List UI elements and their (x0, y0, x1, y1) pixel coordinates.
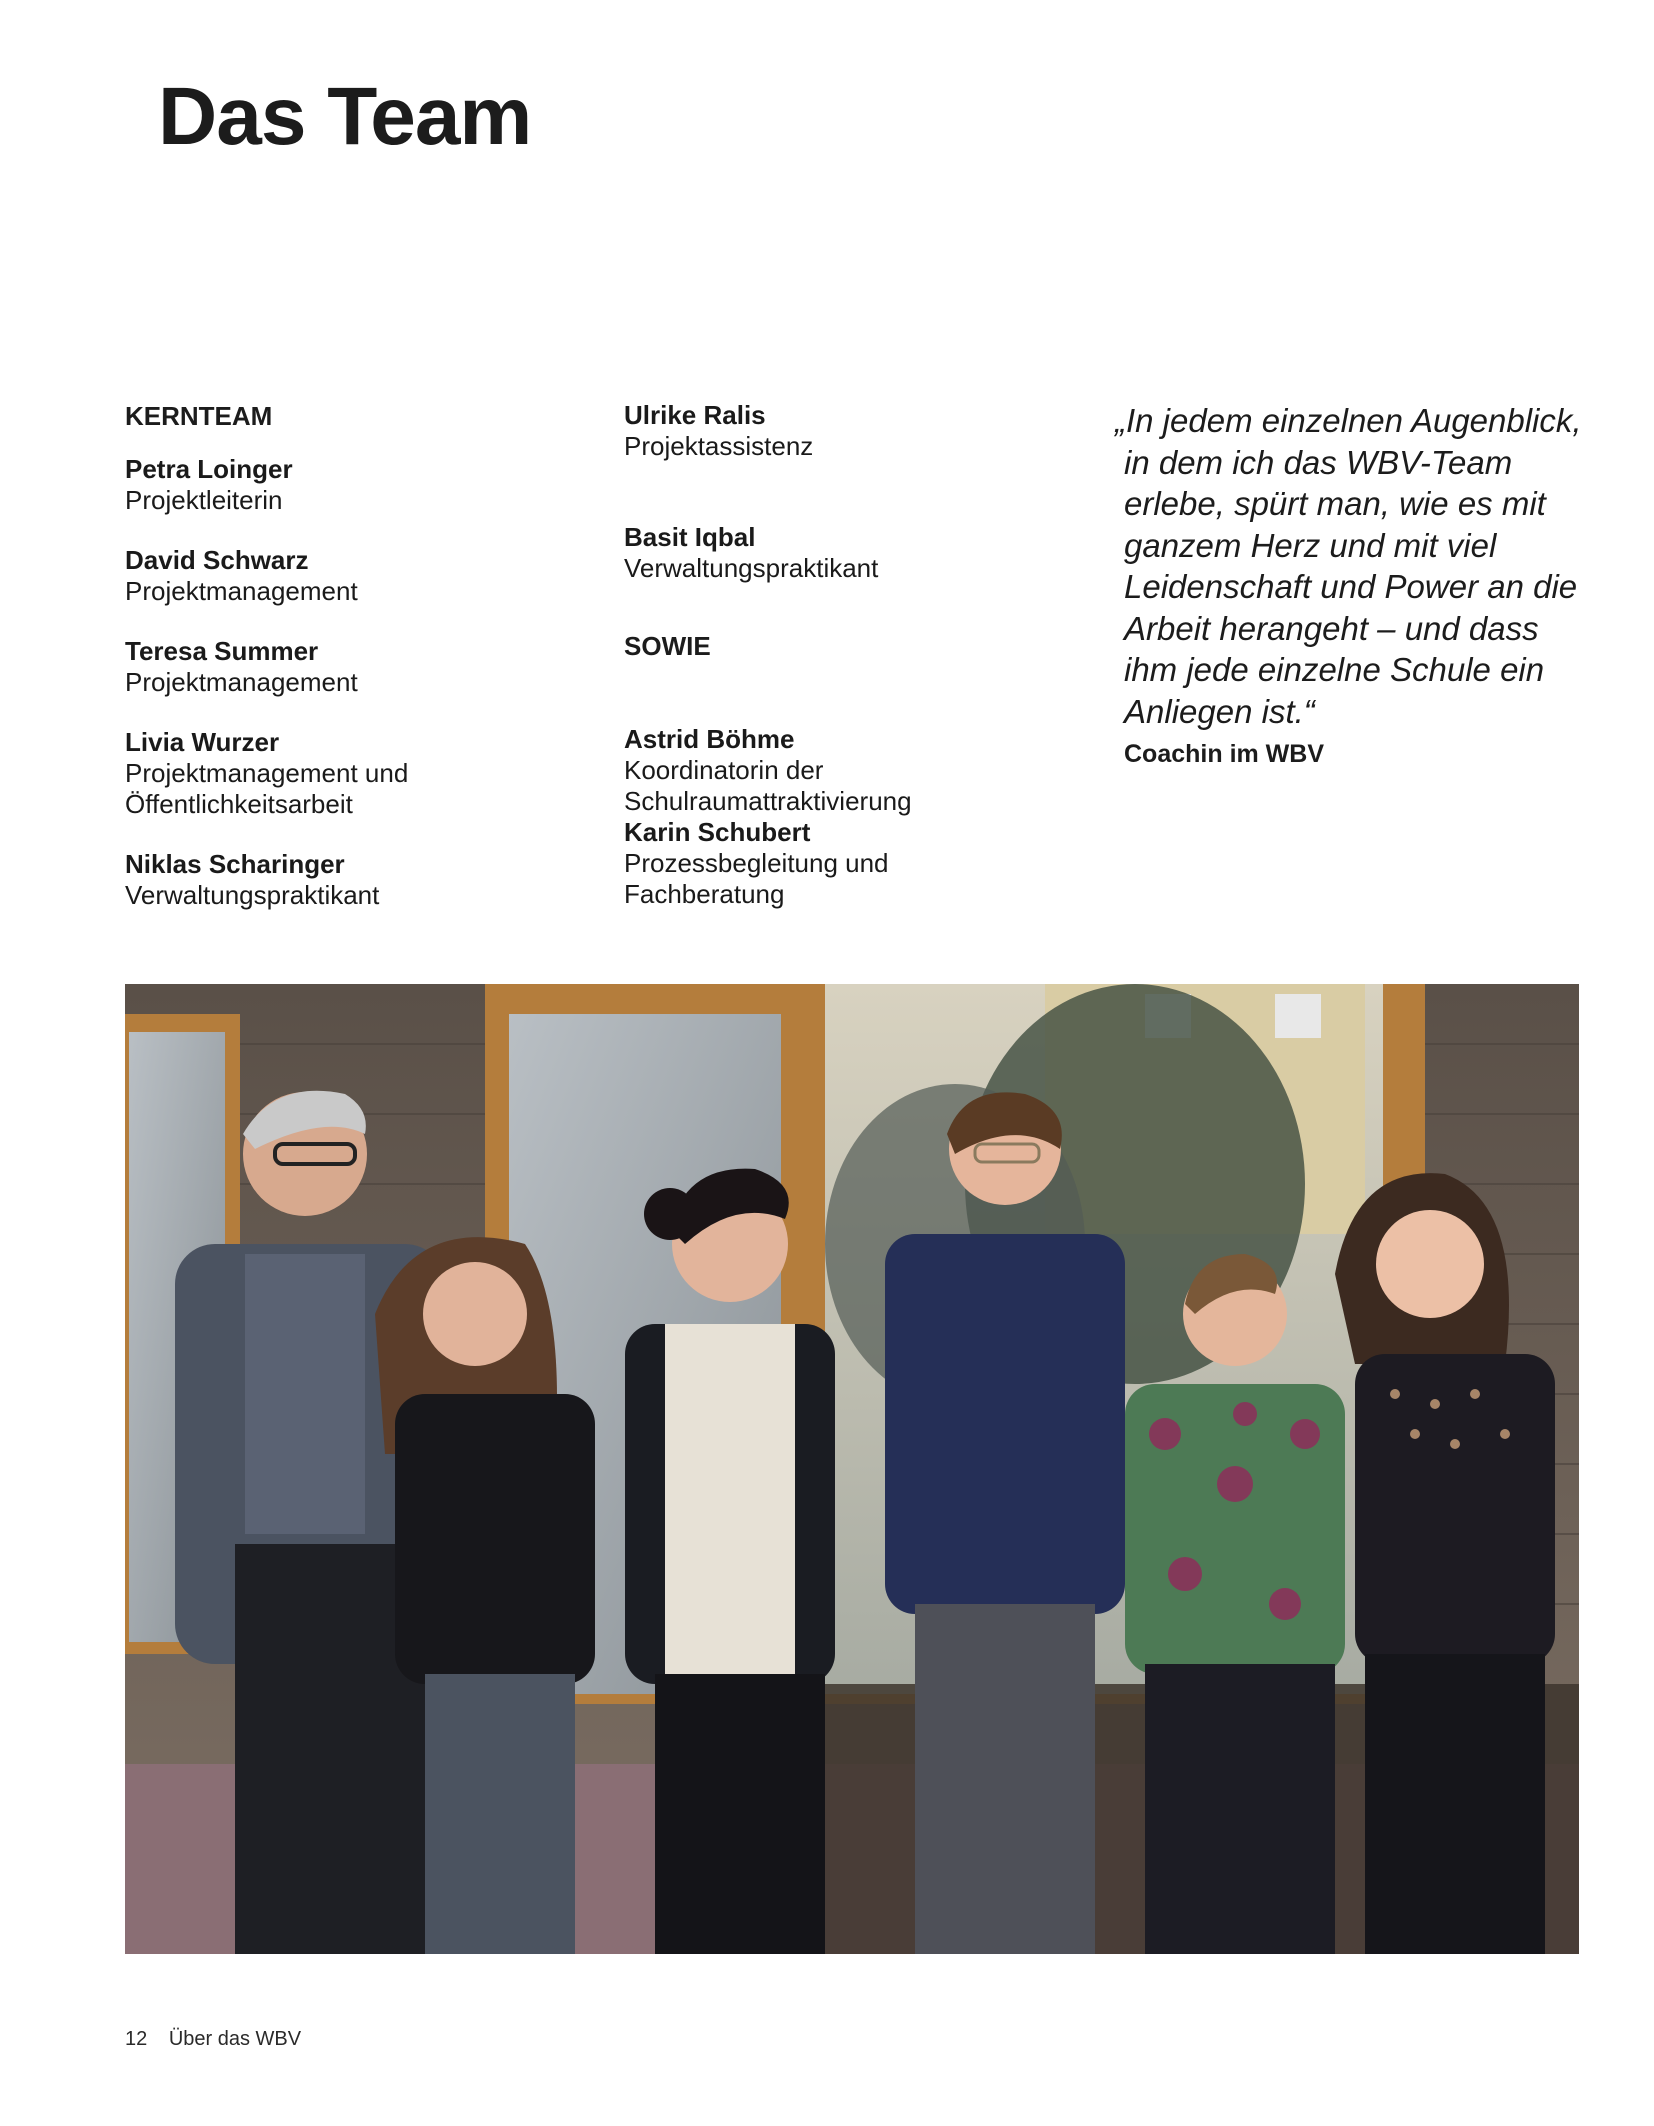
team-column-2 (624, 400, 1064, 910)
sowie-heading: SOWIE (624, 631, 711, 661)
kernteam-column (125, 400, 585, 911)
member-name: Petra Loinger (125, 454, 293, 484)
quote-line: erlebe, spürt man, wie es mit (1124, 485, 1546, 522)
team-member (624, 522, 1064, 584)
member-role: Projektmanagement (125, 576, 358, 606)
team-member (125, 636, 585, 698)
team-photo-illustration (125, 984, 1579, 1954)
page-footer (125, 2028, 301, 2051)
team-member (624, 817, 1064, 910)
team-member (125, 454, 585, 516)
quote-attribution: Coachin im WBV (1124, 740, 1325, 768)
member-role: Fachberatung (624, 879, 785, 909)
quote-line: Anliegen ist.“ (1124, 692, 1315, 730)
team-member (125, 545, 585, 607)
team-member (125, 849, 585, 911)
member-name: Teresa Summer (125, 636, 319, 666)
team-member (125, 727, 585, 820)
quote-line: Arbeit herangeht – und dass (1124, 609, 1539, 647)
member-role: Verwaltungspraktikant (624, 553, 879, 583)
member-name: Ulrike Ralis (624, 400, 766, 430)
member-name: Astrid Böhme (624, 724, 795, 754)
member-name: Karin Schubert (624, 817, 811, 847)
quote-line: Leidenschaft und Power an die (1124, 568, 1578, 605)
member-name: Basit Iqbal (624, 522, 756, 552)
member-name: David Schwarz (125, 545, 309, 575)
quote-line: ganzem Herz und mit viel (1124, 526, 1497, 564)
team-member (624, 724, 1064, 817)
member-role: Schulraumattraktivierung (624, 786, 912, 816)
member-role: Koordinatorin der (624, 755, 824, 785)
quote-line: ihm jede einzelne Schule ein (1124, 651, 1545, 688)
quote-text (1115, 400, 1595, 732)
member-role: Verwaltungspraktikant (125, 880, 380, 910)
kernteam-heading: KERNTEAM (125, 401, 273, 431)
page-number: 12 (125, 2028, 148, 2050)
member-role: Projektmanagement (125, 667, 358, 697)
quote-line: „In jedem einzelnen Augenblick, (1115, 402, 1582, 439)
member-role: Projektmanagement und (125, 758, 409, 788)
member-role: Projektleiterin (125, 485, 283, 515)
member-name: Livia Wurzer (125, 727, 280, 757)
footer-section: Über das WBV (168, 2028, 302, 2050)
team-member (624, 400, 1064, 462)
quote-line: in dem ich das WBV-Team (1124, 443, 1513, 481)
team-photo (125, 984, 1579, 1954)
page-title: Das Team (158, 71, 532, 162)
member-role: Prozessbegleitung und (624, 848, 889, 878)
member-role: Öffentlichkeitsarbeit (125, 789, 353, 819)
member-role: Projektassistenz (624, 431, 814, 461)
quote-block (1115, 400, 1595, 769)
member-name: Niklas Scharinger (125, 849, 345, 879)
